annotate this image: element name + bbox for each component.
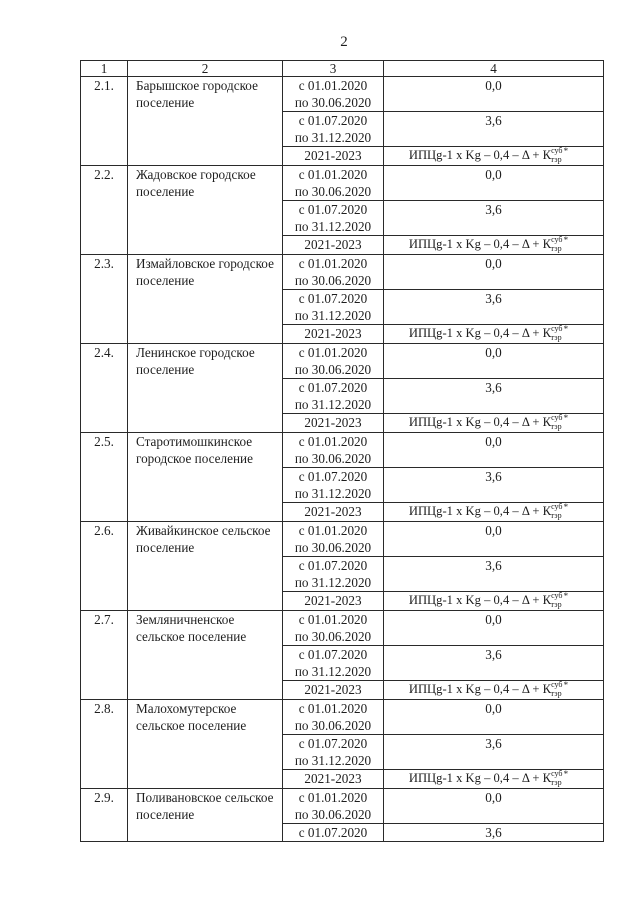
period-cell: с 01.07.2020 — [283, 824, 384, 842]
formula-cell — [384, 414, 604, 433]
value-cell: 3,6 — [384, 468, 604, 503]
formula-cell — [384, 503, 604, 522]
value-cell: 0,0 — [384, 77, 604, 112]
period-cell — [283, 646, 384, 681]
table-row — [81, 344, 604, 379]
period-to: по 31.12.2020 — [294, 397, 372, 412]
row-number: 2.4. — [81, 344, 128, 433]
settlement-name: Старотимошкинское городское поселение — [128, 433, 283, 522]
settlement-name: Ленинское городское поселение — [128, 344, 283, 433]
period-to: по 30.06.2020 — [294, 273, 372, 288]
period-cell — [283, 344, 384, 379]
value-cell: 3,6 — [384, 557, 604, 592]
period-to: по 31.12.2020 — [294, 664, 372, 679]
formula-superscript: суб — [551, 324, 563, 333]
formula-asterisk: * — [563, 769, 569, 779]
settlement-name: Измайловское городское поселение — [128, 255, 283, 344]
period-to: по 30.06.2020 — [294, 629, 372, 644]
formula-superscript: суб — [551, 591, 563, 600]
value-cell: 0,0 — [384, 611, 604, 646]
formula-cell — [384, 236, 604, 255]
formula-subscript: тэр — [550, 422, 562, 431]
formula-text: ИПЦg-1 х Kg – 0,4 – Δ + К — [408, 415, 552, 429]
period-from: с 01.07.2020 — [298, 113, 368, 128]
period-cell — [283, 201, 384, 236]
value-cell: 3,6 — [384, 290, 604, 325]
row-number: 2.5. — [81, 433, 128, 522]
table-row — [81, 789, 604, 824]
period-cell — [283, 77, 384, 112]
table-row — [81, 700, 604, 735]
table-row — [81, 522, 604, 557]
formula-text: ИПЦg-1 х Kg – 0,4 – Δ + К — [408, 593, 552, 607]
table-row — [81, 255, 604, 290]
period-cell: 2021-2023 — [283, 503, 384, 522]
formula-cell — [384, 592, 604, 611]
period-cell: 2021-2023 — [283, 147, 384, 166]
period-cell: 2021-2023 — [283, 414, 384, 433]
formula-cell — [384, 147, 604, 166]
formula-text: ИПЦg-1 х Kg – 0,4 – Δ + К — [408, 148, 552, 162]
period-from: с 01.01.2020 — [298, 701, 368, 716]
formula-subscript: тэр — [550, 155, 562, 164]
formula-subscript: тэр — [550, 689, 562, 698]
formula-superscript: суб — [551, 502, 563, 511]
period-to: по 30.06.2020 — [294, 807, 372, 822]
header-col-4: 4 — [384, 61, 604, 77]
period-to: по 31.12.2020 — [294, 308, 372, 323]
formula-asterisk: * — [563, 591, 569, 601]
value-cell: 3,6 — [384, 646, 604, 681]
period-from: с 01.01.2020 — [298, 434, 368, 449]
period-from: с 01.07.2020 — [298, 558, 368, 573]
period-from: с 01.07.2020 — [298, 380, 368, 395]
header-col-3: 3 — [283, 61, 384, 77]
period-to: по 31.12.2020 — [294, 753, 372, 768]
value-cell: 0,0 — [384, 255, 604, 290]
period-from: с 01.07.2020 — [298, 647, 368, 662]
period-cell: 2021-2023 — [283, 236, 384, 255]
period-cell — [283, 789, 384, 824]
period-from: с 01.01.2020 — [298, 612, 368, 627]
period-from: с 01.01.2020 — [298, 78, 368, 93]
table-row — [81, 611, 604, 646]
header-col-2: 2 — [128, 61, 283, 77]
page-number: 2 — [340, 34, 348, 50]
formula-asterisk: * — [563, 324, 569, 334]
period-cell — [283, 433, 384, 468]
settlement-name: Живайкинское сельское поселение — [128, 522, 283, 611]
period-to: по 30.06.2020 — [294, 540, 372, 555]
period-from: с 01.01.2020 — [298, 167, 368, 182]
formula-cell — [384, 325, 604, 344]
period-from: с 01.07.2020 — [298, 202, 368, 217]
period-cell: 2021-2023 — [283, 681, 384, 700]
header-col-1: 1 — [81, 61, 128, 77]
value-cell: 0,0 — [384, 433, 604, 468]
table-row — [81, 77, 604, 112]
formula-text: ИПЦg-1 х Kg – 0,4 – Δ + К — [408, 237, 552, 251]
formula-superscript: суб — [551, 769, 563, 778]
formula-cell — [384, 770, 604, 789]
period-cell: 2021-2023 — [283, 770, 384, 789]
period-from: с 01.01.2020 — [298, 523, 368, 538]
table-header-row — [81, 61, 604, 77]
period-cell — [283, 255, 384, 290]
row-number: 2.1. — [81, 77, 128, 166]
period-to: по 31.12.2020 — [294, 130, 372, 145]
period-from: с 01.01.2020 — [298, 256, 368, 271]
formula-asterisk: * — [563, 680, 569, 690]
period-to: по 30.06.2020 — [294, 362, 372, 377]
period-from: с 01.07.2020 — [298, 469, 368, 484]
formula-text: ИПЦg-1 х Kg – 0,4 – Δ + К — [408, 326, 552, 340]
value-cell: 3,6 — [384, 735, 604, 770]
period-cell — [283, 557, 384, 592]
value-cell: 0,0 — [384, 700, 604, 735]
formula-subscript: тэр — [550, 778, 562, 787]
period-from: с 01.01.2020 — [298, 345, 368, 360]
value-cell: 0,0 — [384, 789, 604, 824]
value-cell: 3,6 — [384, 201, 604, 236]
settlement-name: Жадовское городское поселение — [128, 166, 283, 255]
row-number: 2.3. — [81, 255, 128, 344]
formula-asterisk: * — [563, 146, 569, 156]
period-cell — [283, 522, 384, 557]
period-to: по 30.06.2020 — [294, 451, 372, 466]
value-cell: 3,6 — [384, 112, 604, 147]
row-number: 2.8. — [81, 700, 128, 789]
formula-superscript: суб — [551, 146, 563, 155]
formula-text: ИПЦg-1 х Kg – 0,4 – Δ + К — [408, 504, 552, 518]
period-from: с 01.01.2020 — [298, 790, 368, 805]
tariff-table — [80, 60, 604, 842]
period-cell — [283, 112, 384, 147]
formula-asterisk: * — [563, 413, 569, 423]
formula-subscript: тэр — [550, 511, 562, 520]
period-to: по 30.06.2020 — [294, 184, 372, 199]
formula-superscript: суб — [551, 235, 563, 244]
period-cell — [283, 290, 384, 325]
period-to: по 31.12.2020 — [294, 486, 372, 501]
formula-text: ИПЦg-1 х Kg – 0,4 – Δ + К — [408, 771, 552, 785]
period-from: с 01.07.2020 — [298, 736, 368, 751]
formula-asterisk: * — [563, 235, 569, 245]
formula-text: ИПЦg-1 х Kg – 0,4 – Δ + К — [408, 682, 552, 696]
value-cell: 0,0 — [384, 522, 604, 557]
value-cell: 0,0 — [384, 344, 604, 379]
period-cell — [283, 166, 384, 201]
value-cell: 3,6 — [384, 379, 604, 414]
settlement-name: Поливановское сельское поселение — [128, 789, 283, 842]
table-row — [81, 433, 604, 468]
period-cell — [283, 611, 384, 646]
period-to: по 31.12.2020 — [294, 219, 372, 234]
settlement-name: Барышское городское поселение — [128, 77, 283, 166]
period-cell — [283, 735, 384, 770]
value-cell: 0,0 — [384, 166, 604, 201]
period-to: по 30.06.2020 — [294, 95, 372, 110]
period-cell — [283, 468, 384, 503]
period-cell — [283, 700, 384, 735]
row-number: 2.9. — [81, 789, 128, 842]
period-cell — [283, 379, 384, 414]
formula-subscript: тэр — [550, 333, 562, 342]
formula-cell — [384, 681, 604, 700]
row-number: 2.7. — [81, 611, 128, 700]
settlement-name: Земляничненское сельское поселение — [128, 611, 283, 700]
value-cell: 3,6 — [384, 824, 604, 842]
period-to: по 30.06.2020 — [294, 718, 372, 733]
formula-subscript: тэр — [550, 244, 562, 253]
row-number: 2.2. — [81, 166, 128, 255]
table-row — [81, 166, 604, 201]
formula-superscript: суб — [551, 413, 563, 422]
formula-asterisk: * — [563, 502, 569, 512]
formula-subscript: тэр — [550, 600, 562, 609]
period-cell: 2021-2023 — [283, 325, 384, 344]
formula-superscript: суб — [551, 680, 563, 689]
period-to: по 31.12.2020 — [294, 575, 372, 590]
settlement-name: Малохомутерское сельское поселение — [128, 700, 283, 789]
period-from: с 01.07.2020 — [298, 291, 368, 306]
row-number: 2.6. — [81, 522, 128, 611]
period-cell: 2021-2023 — [283, 592, 384, 611]
